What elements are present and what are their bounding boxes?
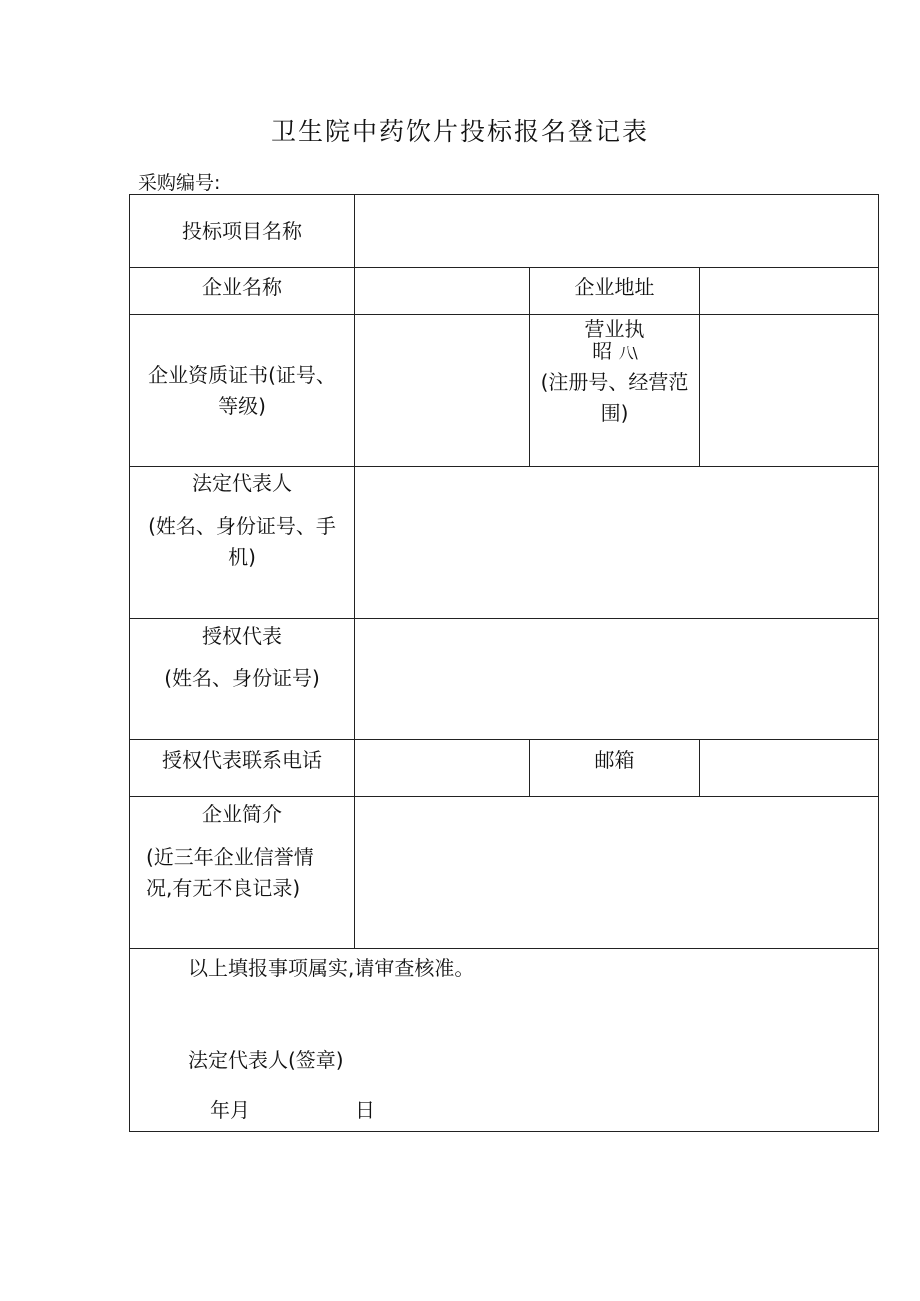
email-field[interactable] — [700, 740, 879, 797]
company-address-field[interactable] — [700, 268, 879, 315]
date-day: 日 — [355, 1098, 375, 1122]
qualification-field[interactable] — [355, 315, 530, 467]
business-license-label: 营业执 昭 八\ (注册号、经营范围) — [530, 315, 700, 467]
company-name-field[interactable] — [355, 268, 530, 315]
declaration-cell — [130, 949, 879, 1132]
email-label: 邮箱 — [530, 740, 700, 797]
row-qualification — [130, 315, 879, 467]
business-license-field[interactable] — [700, 315, 879, 467]
authorized-phone-field[interactable] — [355, 740, 530, 797]
scan-artifact-mark: 八\ — [618, 344, 637, 362]
date-year-month: 年月 — [210, 1098, 250, 1122]
project-name-field[interactable] — [355, 195, 879, 268]
row-declaration — [130, 949, 879, 1132]
signature-label: 法定代表人(签章) — [188, 1048, 344, 1072]
declaration-statement: 以上填报事项属实,请审查核准。 — [188, 956, 475, 980]
qualification-label: 企业资质证书(证号、等级) — [130, 315, 355, 467]
authorized-phone-label: 授权代表联系电话 — [130, 740, 355, 797]
authorized-rep-field[interactable] — [355, 619, 879, 740]
row-legal-representative — [130, 467, 879, 619]
row-company-name — [130, 268, 879, 315]
document-title: 卫生院中药饮片投标报名登记表 — [270, 117, 649, 146]
authorized-rep-label: 授权代表 (姓名、身份证号) — [130, 619, 355, 740]
company-name-label: 企业名称 — [130, 268, 355, 315]
row-project-name — [130, 195, 879, 268]
company-profile-field[interactable] — [355, 797, 879, 949]
row-company-profile — [130, 797, 879, 949]
procurement-number-label: 采购编号: — [138, 172, 221, 194]
row-contact — [130, 740, 879, 797]
row-authorized-representative — [130, 619, 879, 740]
company-profile-label: 企业简介 (近三年企业信誉情况,有无不良记录) — [130, 797, 355, 949]
legal-rep-field[interactable] — [355, 467, 879, 619]
company-address-label: 企业地址 — [530, 268, 700, 315]
legal-rep-label: 法定代表人 (姓名、身份证号、手机) — [130, 467, 355, 619]
project-name-label: 投标项目名称 — [130, 195, 355, 268]
registration-form-table — [129, 194, 879, 1132]
